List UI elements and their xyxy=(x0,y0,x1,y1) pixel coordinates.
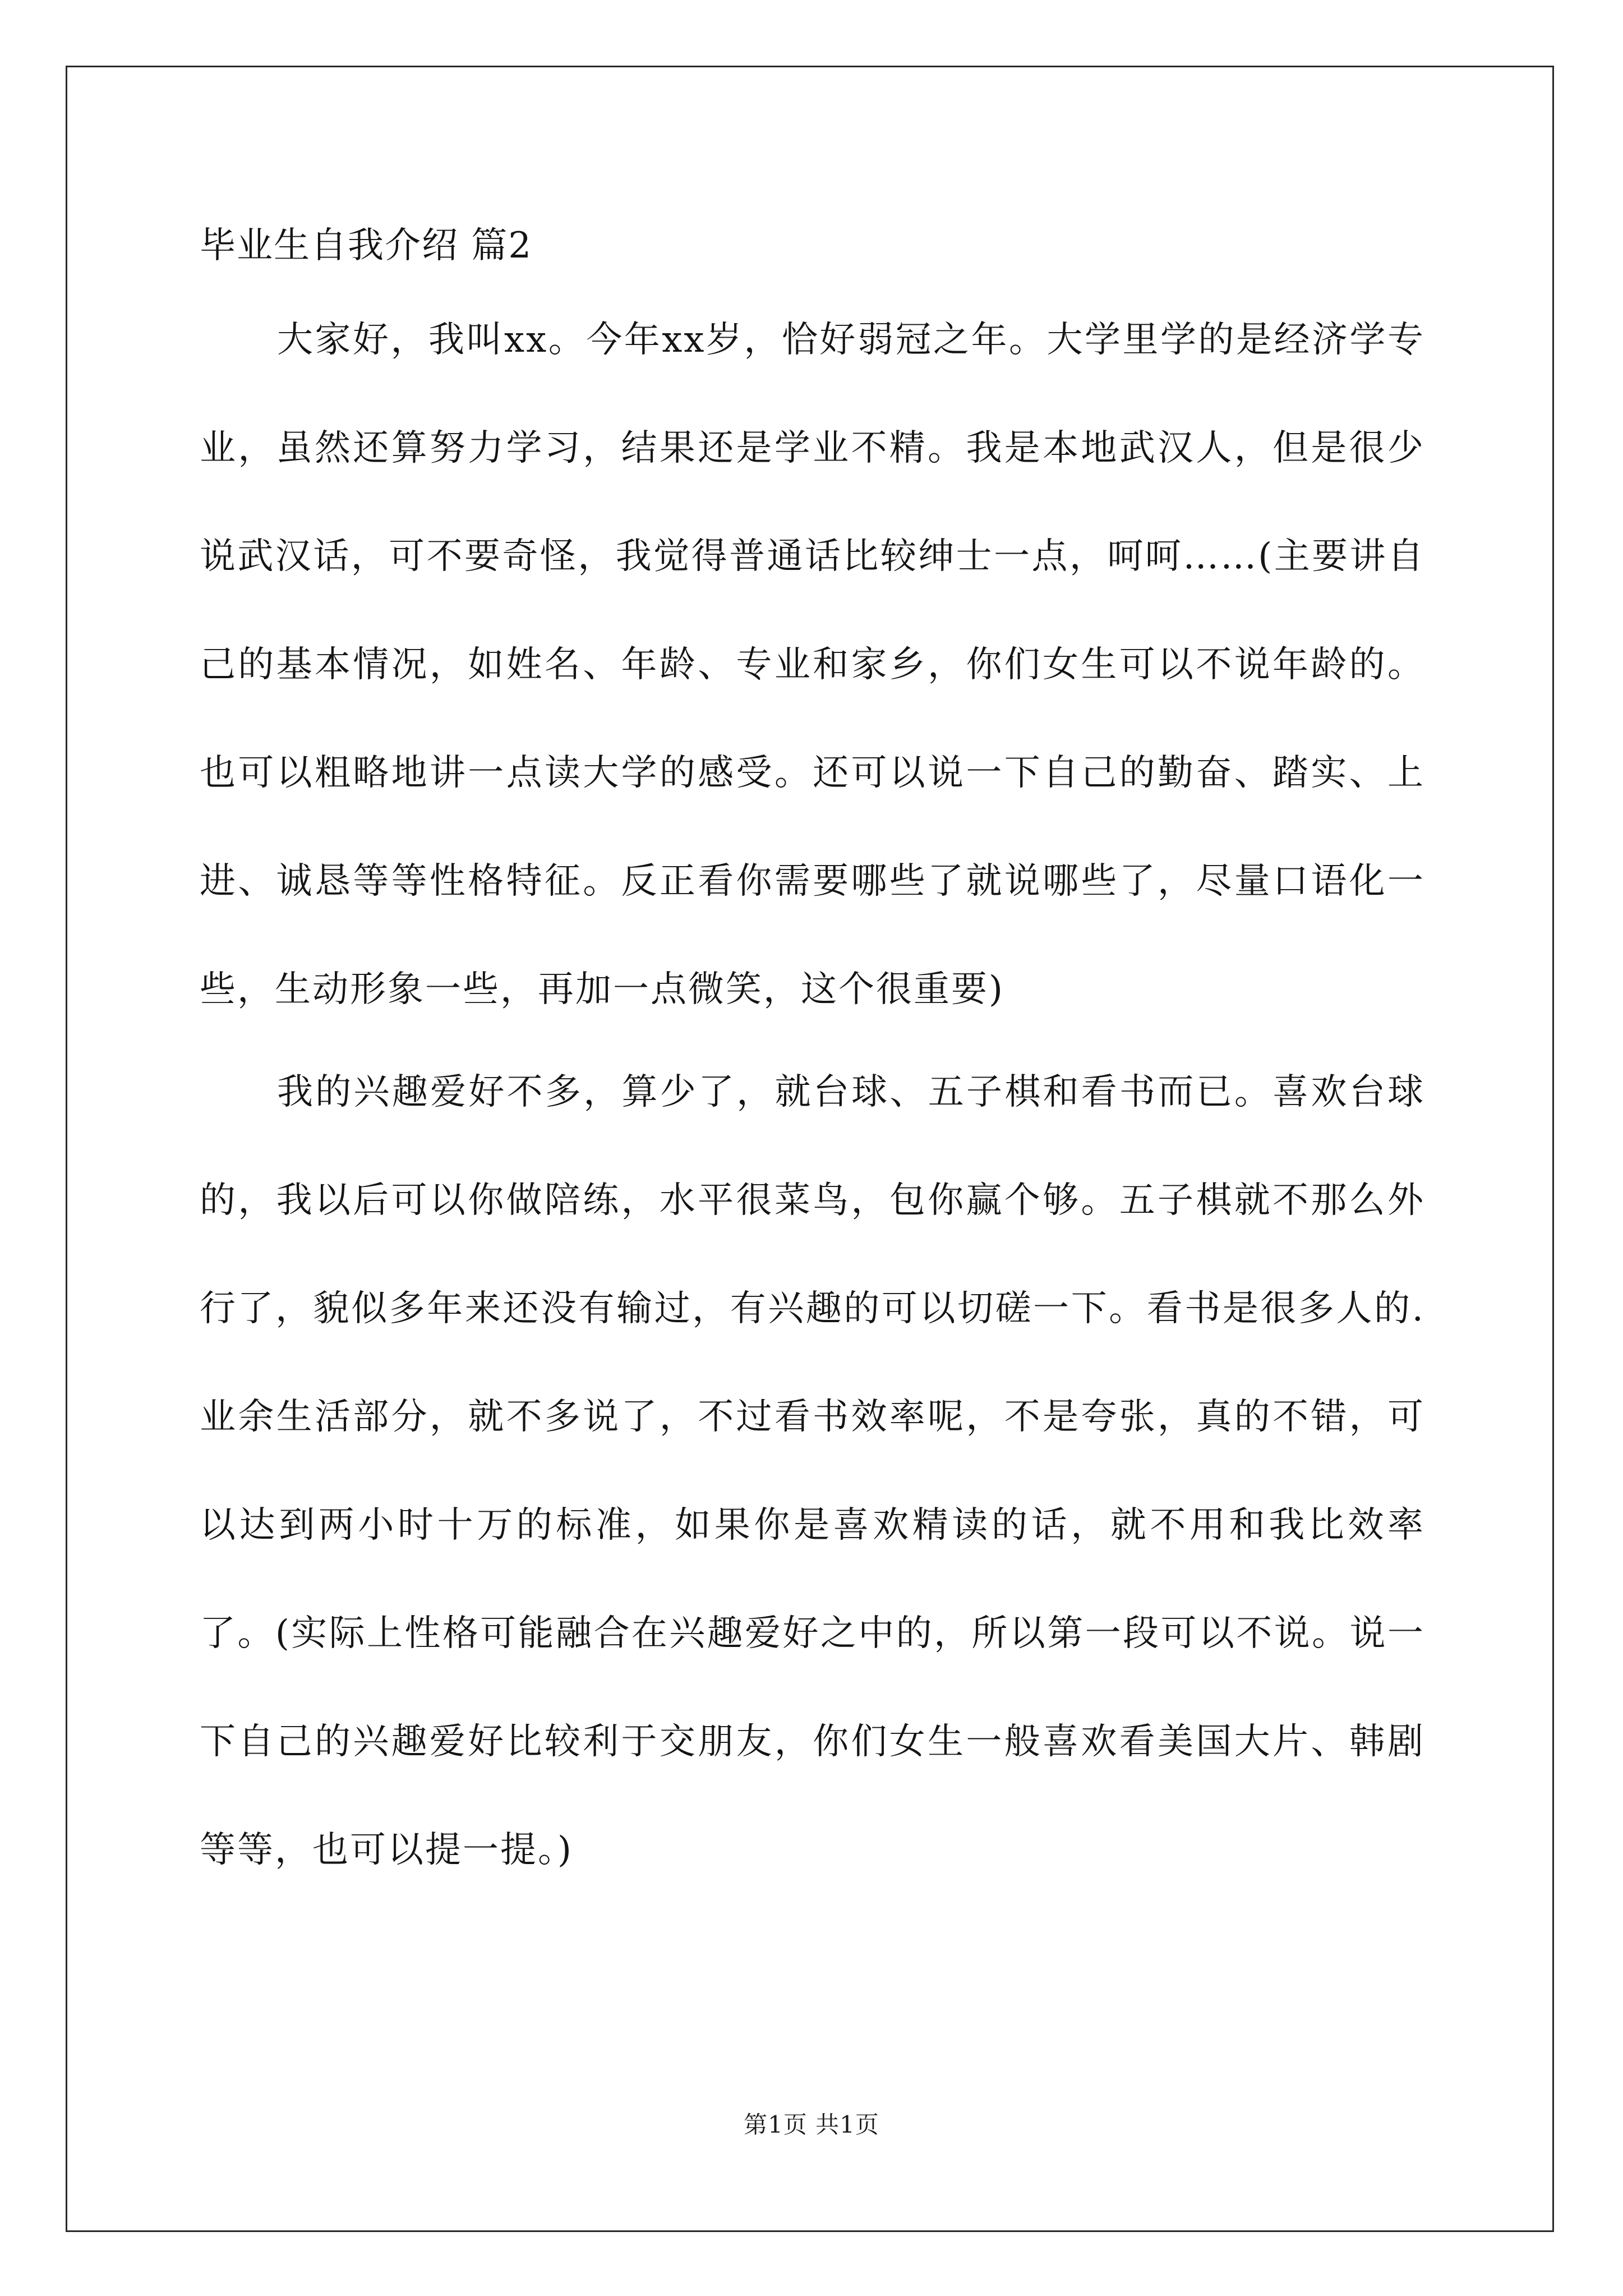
paragraph-1: 大家好，我叫xx。今年xx岁，恰好弱冠之年。大学里学的是经济学专业，虽然还算努力学习，结果还是学业不精。我是本地武汉人，但是很少说武汉话，可不要奇怪，我觉得普通话比较绅士一点，呵呵……(主要讲自己的基本情况，如姓名、年龄、专业和家乡，你们女生可以不说年龄的。也可以粗略地讲一点读大学的感受。还可以说一下自己的勤奋、踏实、上进、诚恳等等性格特征。反正看你需要哪些了就说哪些了，尽量口语化一些，生动形象一些，再加一点微笑，这个很重要) xyxy=(200,319,1425,1010)
paragraph-2: 我的兴趣爱好不多，算少了，就台球、五子棋和看书而已。喜欢台球的，我以后可以你做陪练，水平很菜鸟，包你赢个够。五子棋就不那么外行了，貌似多年来还没有输过，有兴趣的可以切磋一下。看书是很多人的.业余生活部分，就不多说了，不过看书效率呢，不是夸张，真的不错，可以达到两小时十万的标准，如果你是喜欢精读的话，就不用和我比效率了。(实际上性格可能融合在兴趣爱好之中的，所以第一段可以不说。说一下自己的兴趣爱好比较利于交朋友，你们女生一般喜欢看美国大片、韩剧等等，也可以提一提。) xyxy=(200,1071,1425,1871)
document-body xyxy=(200,219,1425,1926)
document-title: 毕业生自我介绍 篇2 xyxy=(200,225,533,266)
page-footer: 第1页 共1页 xyxy=(744,2111,879,2138)
